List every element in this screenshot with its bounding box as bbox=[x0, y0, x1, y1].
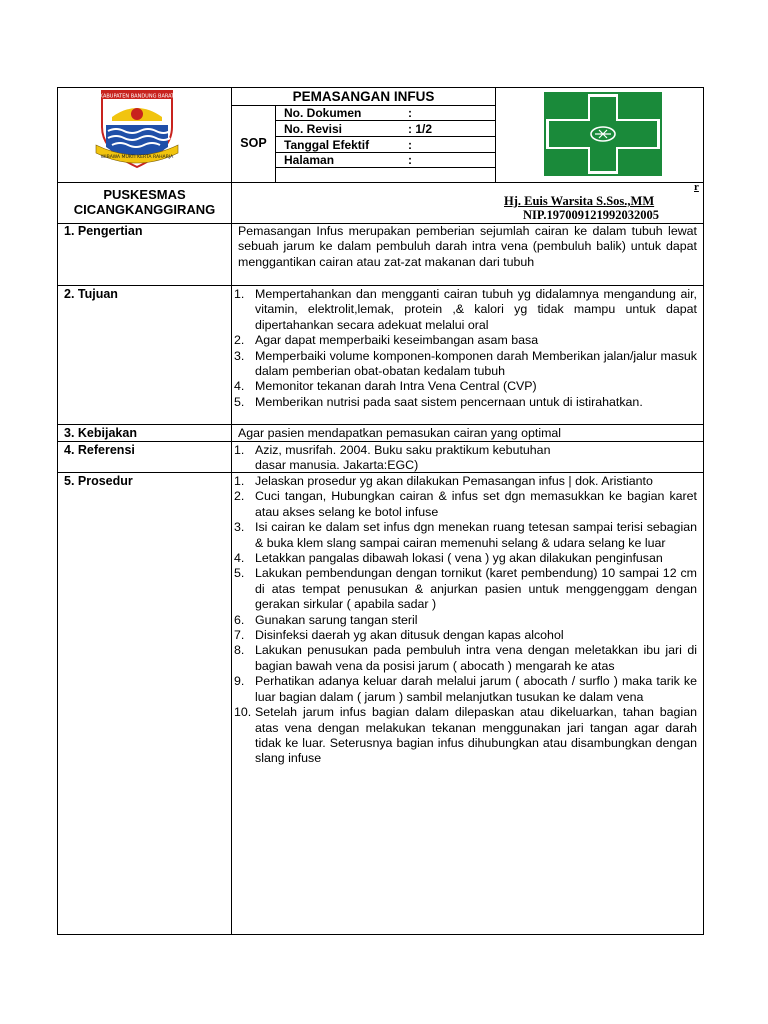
doc-info-row: Tanggal Efektif : bbox=[284, 138, 412, 152]
sop-document bbox=[57, 87, 704, 935]
tujuan-list bbox=[232, 287, 697, 410]
list-item: 8. Lakukan penusukan pada pembuluh intra vena dengan meletakkan ibu jari di bagian bawah vena da posisi jarum ( abocath ) mengarah ke atas bbox=[234, 643, 697, 673]
divider bbox=[58, 285, 703, 286]
logo-top-text: KABUPATEN BANDUNG BARAT bbox=[99, 93, 175, 100]
organization-name: PUSKESMAS CICANGKANGGIRANG bbox=[73, 187, 216, 217]
doc-info-row: No. Revisi : 1/2 bbox=[284, 122, 433, 136]
list-item: 1. Jelaskan prosedur yg akan dilakukan Pemasangan infus | dok. Aristianto bbox=[234, 474, 653, 488]
document-title: PEMASANGAN INFUS bbox=[292, 89, 435, 104]
section-label-kebijakan: 3. Kebijakan bbox=[64, 426, 137, 440]
referensi-list bbox=[232, 443, 552, 474]
signer-nip: NIP.197009121992032005 bbox=[523, 208, 660, 222]
divider bbox=[58, 182, 703, 183]
signer-name: Hj. Euis Warsita S.Sos.,MM bbox=[504, 194, 655, 208]
prosedur-list bbox=[232, 474, 697, 767]
list-item: 9. Perhatikan adanya keluar darah melalui jarum ( abocath / surflo ) maka tarik ke luar bagian dalam ( jarum ) sambil melanjutkan tusukan ke dalam vena bbox=[234, 674, 697, 704]
section-text-pengertian: Pemasangan Infus merupakan pemberian sejumlah cairan ke dalam tubuh lewat sebuah jarum ke dalam pembuluh darah intra vena (pembuluh balik) untuk dapat menggantikan cairan atau zat-zat makanan dari tubuh bbox=[238, 224, 697, 269]
list-item: 6. Gunakan sarung tangan steril bbox=[234, 612, 418, 627]
list-item: 1. Mempertahankan dan mengganti cairan tubuh yg didalamnya mengandung air, vitamin, elektrolit,lemak, protein ,& kalori yg tidak mampu untuk dapat dipertahankan secara adekuat melalui oral bbox=[234, 287, 697, 332]
list-item: 4. Letakkan pangalas dibawah lokasi ( vena ) yg akan dilakukan penginfusan bbox=[234, 551, 663, 566]
list-item: 1. Aziz, musrifah. 2004. Buku saku praktikum kebutuhan dasar manusia. Jakarta:EGC) bbox=[234, 443, 551, 473]
logo-bottom-text: WIBAWA MUKTI KERTA RAHARJA bbox=[100, 155, 174, 160]
section-label-tujuan: 2. Tujuan bbox=[64, 287, 118, 301]
regency-emblem-icon bbox=[94, 87, 180, 171]
list-item: 3. Memperbaiki volume komponen-komponen darah Memberikan jalan/jalur masuk dalam pemberian obat-obatan kedalam tubuh bbox=[234, 348, 697, 379]
signature-mark: r bbox=[694, 181, 699, 193]
list-item: 5. Lakukan pembendungan dengan tornikut (karet pembendung) 10 sampai 12 cm di atas tempat penusukan & anjurkan pasien untuk menggenggam dengan gerakan sirkular ( apabila sadar ) bbox=[234, 566, 697, 612]
list-item: 4. Memonitor tekanan darah Intra Vena Central (CVP) bbox=[234, 379, 537, 394]
sop-label: SOP bbox=[240, 136, 267, 150]
list-item: 2. Agar dapat memperbaiki keseimbangan asam basa bbox=[234, 333, 539, 348]
list-item: 3. Isi cairan ke dalam set infus dgn menekan ruang tetesan sampai terisi sebagian & buka klem slang sampai cairan memenuhi selang & udara selang ke luar bbox=[234, 520, 697, 550]
list-item: 10. Setelah jarum infus bagian dalam dilepaskan atau dikeluarkan, tahan bagian atas vena dengan melakukan tekanan menggunakan jari tangan agar darah tidak ke luar. Seterusnya bagian infus dihubungkan atau disambungkan dengan slang infuse bbox=[234, 705, 697, 766]
section-text-kebijakan: Agar pasien mendapatkan pemasukan cairan yang optimal bbox=[238, 426, 562, 440]
divider bbox=[495, 88, 496, 182]
list-item: 7. Disinfeksi daerah yg akan ditusuk dengan kapas alcohol bbox=[234, 628, 564, 643]
list-item: 5. Memberikan nutrisi pada saat sistem pencernaan untuk di istirahatkan. bbox=[234, 394, 643, 409]
doc-info-row: No. Dokumen : bbox=[284, 106, 412, 120]
section-label-pengertian: 1. Pengertian bbox=[64, 224, 143, 238]
list-item: 2. Cuci tangan, Hubungkan cairan & infus set dgn memasukkan ke bagian karet atau akses selang ke botol infuse bbox=[234, 489, 697, 519]
section-label-referensi: 4. Referensi bbox=[64, 443, 135, 457]
divider bbox=[58, 424, 703, 425]
puskesmas-cross-icon bbox=[544, 92, 662, 176]
doc-info-row: Halaman : bbox=[284, 153, 412, 167]
section-label-prosedur: 5. Prosedur bbox=[64, 474, 133, 488]
